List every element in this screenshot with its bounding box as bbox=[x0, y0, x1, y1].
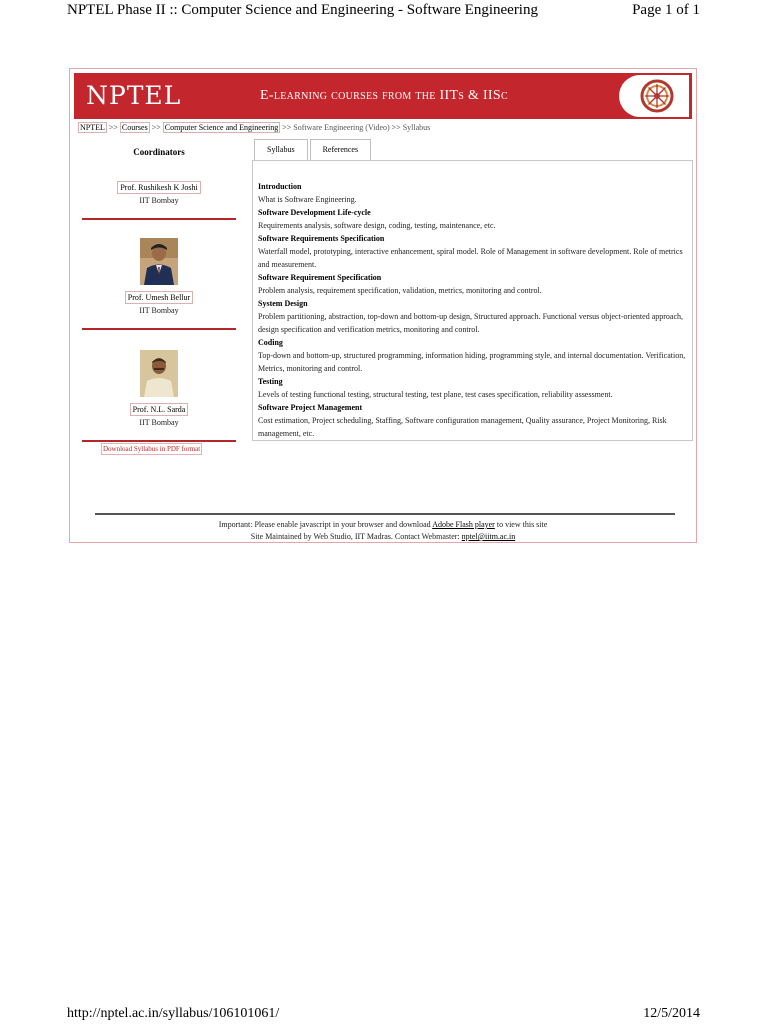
coordinator-photo bbox=[140, 238, 178, 285]
syllabus-topic: Software Requirements Specification bbox=[258, 234, 385, 243]
breadcrumb-separator: >> bbox=[282, 123, 292, 132]
print-page-number: Page 1 of 1 bbox=[632, 2, 700, 18]
tab-syllabus[interactable]: Syllabus bbox=[254, 139, 308, 160]
footer-divider bbox=[95, 513, 675, 515]
flash-player-link[interactable]: Adobe Flash player bbox=[432, 520, 495, 529]
syllabus-description: Top-down and bottom-up, structured programming, information hiding, programming style, and internal documentation. Verification, Metrics, monitoring and control. bbox=[258, 351, 686, 373]
page-frame bbox=[69, 68, 697, 543]
coordinator-card bbox=[82, 177, 236, 220]
divider bbox=[82, 328, 236, 330]
coordinators-panel bbox=[82, 147, 236, 442]
syllabus-topic: Coding bbox=[258, 338, 283, 347]
tab-references[interactable]: References bbox=[310, 139, 372, 160]
print-url: http://nptel.ac.in/syllabus/106101061/ bbox=[67, 1006, 280, 1021]
breadcrumb-separator: >> bbox=[151, 123, 161, 132]
divider bbox=[82, 440, 236, 442]
divider bbox=[82, 218, 236, 220]
syllabus-topic: Software Development Life-cycle bbox=[258, 208, 371, 217]
footer-note: Important: Please enable javascript in your browser and download bbox=[218, 520, 431, 529]
print-date: 12/5/2014 bbox=[643, 1006, 700, 1021]
coordinator-name[interactable]: Prof. Umesh Bellur bbox=[125, 291, 193, 304]
coordinator-institute: IIT Bombay bbox=[139, 196, 179, 205]
syllabus-topic: Software Requirement Specification bbox=[258, 273, 382, 282]
syllabus-description: Requirements analysis, software design, coding, testing, maintenance, etc. bbox=[258, 221, 496, 230]
syllabus-description: Problem analysis, requirement specification, validation, metrics, monitoring and control. bbox=[258, 286, 542, 295]
coordinator-institute: IIT Bombay bbox=[139, 418, 179, 427]
breadcrumb-current: Syllabus bbox=[402, 123, 431, 132]
site-footer bbox=[70, 519, 696, 543]
breadcrumb-separator: >> bbox=[391, 123, 401, 132]
print-header bbox=[67, 0, 700, 22]
iit-emblem-icon bbox=[619, 75, 689, 117]
print-title: NPTEL Phase II :: Computer Science and Engineering - Software Engineering bbox=[67, 2, 538, 18]
syllabus-description: Cost estimation, Project scheduling, Staffing, Software configuration management, Quality assurance, Project Monitoring, Risk management, etc. bbox=[258, 416, 667, 438]
syllabus-description: Waterfall model, prototyping, interactive enhancement, spiral model. Role of Management in software development. Role of metrics and measurement. bbox=[258, 247, 683, 269]
breadcrumb-cse[interactable]: Computer Science and Engineering bbox=[164, 123, 279, 132]
coordinator-card bbox=[82, 350, 236, 442]
nptel-banner bbox=[74, 73, 692, 119]
syllabus-topic: Software Project Management bbox=[258, 403, 363, 412]
syllabus-tabs bbox=[254, 139, 373, 160]
coordinator-card bbox=[82, 238, 236, 330]
breadcrumb-separator: >> bbox=[108, 123, 118, 132]
breadcrumb-nptel[interactable]: NPTEL bbox=[80, 123, 105, 132]
breadcrumb bbox=[78, 122, 430, 134]
coordinator-photo bbox=[140, 350, 178, 397]
coordinator-name[interactable]: Prof. N.L. Sarda bbox=[130, 403, 189, 416]
syllabus-description: Levels of testing functional testing, structural testing, test plane, test cases specification, reliability assessment. bbox=[258, 390, 613, 399]
syllabus-description: Problem partitioning, abstraction, top-down and bottom-up design, Structured approach. Functional versus object-oriented approach, design specification and verification metrics, monitoring and control. bbox=[258, 312, 684, 334]
syllabus-topic: System Design bbox=[258, 299, 308, 308]
print-footer bbox=[67, 1005, 700, 1025]
coordinators-heading: Coordinators bbox=[133, 147, 185, 157]
syllabus-topic: Introduction bbox=[258, 182, 302, 191]
coordinator-institute: IIT Bombay bbox=[139, 306, 179, 315]
syllabus-topic: Testing bbox=[258, 377, 283, 386]
nptel-logo[interactable]: NPTEL bbox=[86, 81, 182, 110]
breadcrumb-courses[interactable]: Courses bbox=[121, 123, 148, 132]
download-syllabus-link[interactable]: Download Syllabus in PDF format bbox=[103, 445, 201, 453]
coordinator-name[interactable]: Prof. Rushikesh K Joshi bbox=[117, 181, 200, 194]
breadcrumb-course: Software Engineering (Video) bbox=[293, 123, 390, 132]
syllabus-description: What is Software Engineering. bbox=[258, 195, 357, 204]
syllabus-content bbox=[258, 180, 688, 440]
syllabus-panel bbox=[252, 160, 693, 441]
footer-maintainer: Site Maintained by Web Studio, IIT Madras. Contact Webmaster: bbox=[250, 532, 460, 541]
banner-tagline: E-learning courses from the IITs & IISc bbox=[260, 88, 508, 103]
webmaster-email-link[interactable]: nptel@iitm.ac.in bbox=[461, 532, 516, 541]
footer-note-suffix: to view this site bbox=[496, 520, 548, 529]
